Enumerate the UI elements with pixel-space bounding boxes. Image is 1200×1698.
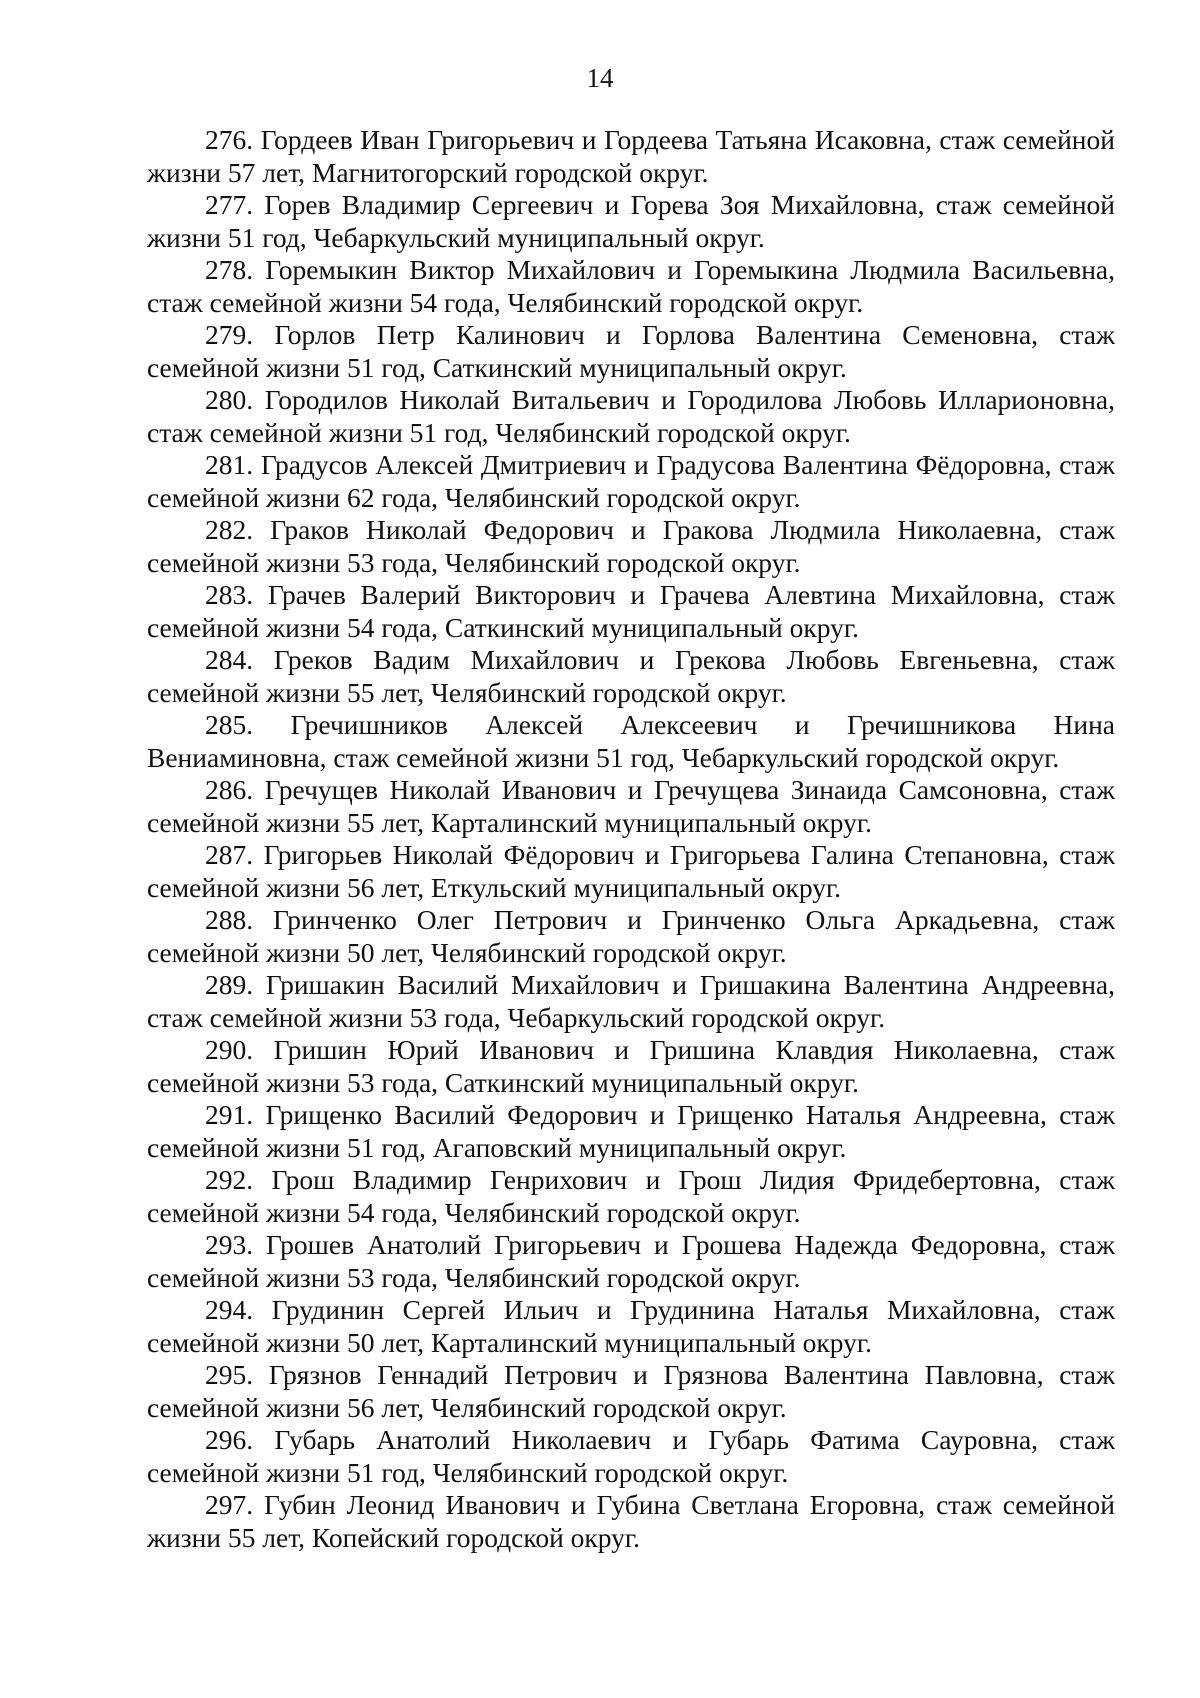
list-item: 278. Горемыкин Виктор Михайлович и Горемыкина Людмила Васильевна, стаж семейной жизни 54 года, Челябинский городской округ.: [147, 254, 1115, 318]
list-item: 289. Гришакин Василий Михайлович и Гришакина Валентина Андреевна, стаж семейной жизни 53 года, Чебаркульский городской округ.: [147, 969, 1115, 1033]
list-item: 283. Грачев Валерий Викторович и Грачева Алевтина Михайловна, стаж семейной жизни 54 года, Саткинский муниципальный округ.: [147, 579, 1115, 643]
list-item: 290. Гришин Юрий Иванович и Гришина Клавдия Николаевна, стаж семейной жизни 53 года, Саткинский муниципальный округ.: [147, 1034, 1115, 1098]
list-item: 295. Грязнов Геннадий Петрович и Грязнова Валентина Павловна, стаж семейной жизни 56 лет, Челябинский городской округ.: [147, 1359, 1115, 1423]
list-item: 284. Греков Вадим Михайлович и Грекова Любовь Евгеньевна, стаж семейной жизни 55 лет, Челябинский городской округ.: [147, 644, 1115, 708]
list-item: 286. Гречущев Николай Иванович и Гречущева Зинаида Самсоновна, стаж семейной жизни 55 лет, Карталинский муниципальный округ.: [147, 774, 1115, 838]
list-item: 282. Граков Николай Федорович и Гракова Людмила Николаевна, стаж семейной жизни 53 года, Челябинский городской округ.: [147, 514, 1115, 578]
list-item: 294. Грудинин Сергей Ильич и Грудинина Наталья Михайловна, стаж семейной жизни 50 лет, Карталинский муниципальный округ.: [147, 1294, 1115, 1358]
list-item: 292. Грош Владимир Генрихович и Грош Лидия Фридебертовна, стаж семейной жизни 54 года, Челябинский городской округ.: [147, 1164, 1115, 1228]
list-item: 281. Градусов Алексей Дмитриевич и Градусова Валентина Фёдоровна, стаж семейной жизни 62 года, Челябинский городской округ.: [147, 449, 1115, 513]
list-item: 277. Горев Владимир Сергеевич и Горева Зоя Михайловна, стаж семейной жизни 51 год, Чебаркульский муниципальный округ.: [147, 189, 1115, 253]
list-item: 288. Гринченко Олег Петрович и Гринченко Ольга Аркадьевна, стаж семейной жизни 50 лет, Челябинский городской округ.: [147, 904, 1115, 968]
list-item: 291. Грищенко Василий Федорович и Грищенко Наталья Андреевна, стаж семейной жизни 51 год, Агаповский муниципальный округ.: [147, 1099, 1115, 1163]
list-item: 297. Губин Леонид Иванович и Губина Светлана Егоровна, стаж семейной жизни 55 лет, Копейский городской округ.: [147, 1489, 1115, 1553]
list-item: 296. Губарь Анатолий Николаевич и Губарь Фатима Сауровна, стаж семейной жизни 51 год, Челябинский городской округ.: [147, 1424, 1115, 1488]
list-item: 285. Гречишников Алексей Алексеевич и Гречишникова Нина Вениаминовна, стаж семейной жизни 51 год, Чебаркульский городской округ.: [147, 709, 1115, 773]
list-item: 280. Городилов Николай Витальевич и Городилова Любовь Илларионовна, стаж семейной жизни 51 год, Челябинский городской округ.: [147, 384, 1115, 448]
entry-list: [147, 124, 1115, 1554]
list-item: 293. Грошев Анатолий Григорьевич и Грошева Надежда Федоровна, стаж семейной жизни 53 года, Челябинский городской округ.: [147, 1229, 1115, 1293]
list-item: 279. Горлов Петр Калинович и Горлова Валентина Семеновна, стаж семейной жизни 51 год, Саткинский муниципальный округ.: [147, 319, 1115, 383]
page-number: 14: [586, 63, 614, 93]
list-item: 276. Гордеев Иван Григорьевич и Гордеева Татьяна Исаковна, стаж семейной жизни 57 лет, Магнитогорский городской округ.: [147, 124, 1115, 188]
list-item: 287. Григорьев Николай Фёдорович и Григорьева Галина Степановна, стаж семейной жизни 56 лет, Еткульский муниципальный округ.: [147, 839, 1115, 903]
